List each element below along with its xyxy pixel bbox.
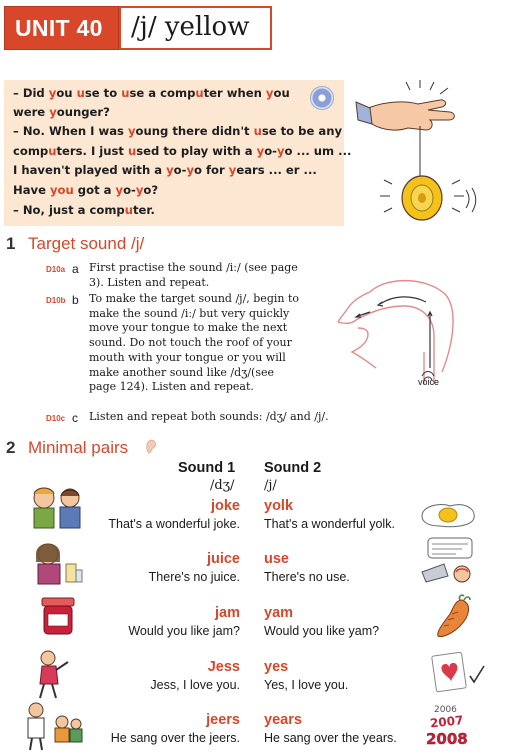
dialogue-line: [13, 144, 351, 158]
section-1-number: 1: [6, 234, 16, 253]
dialogue-line: [13, 163, 317, 177]
yoyo-toy: [402, 176, 442, 220]
unit-title-box: [119, 6, 272, 50]
hand: [356, 100, 454, 130]
sound-2-sentence: Would you like yam?: [264, 624, 380, 638]
sound-2-sentence: There's no use.: [264, 570, 350, 584]
dialogue-text: o-: [123, 183, 136, 197]
section-2-number: 2: [6, 438, 16, 457]
highlight-sound: y: [115, 183, 124, 197]
section-2-title: Minimal pairs: [28, 438, 129, 457]
dialogue-text: se to: [84, 86, 122, 100]
sound-1-sentence: He sang over the jeers.: [110, 731, 240, 745]
dialogue-text: ter when: [203, 86, 266, 100]
dialogue-text: sed to play with a: [136, 144, 257, 158]
highlight-sound: y: [265, 86, 274, 100]
sound-2-sentence: That's a wonderful yolk.: [264, 517, 395, 531]
jeers-singer-illustration: [22, 700, 84, 752]
highlight-sound: y: [135, 183, 144, 197]
dialogue-line: [13, 124, 342, 138]
step-a-letter: a: [72, 262, 79, 276]
dialogue-line: [13, 183, 158, 197]
ear-icon: [144, 438, 158, 454]
years-calendar-illustration: [424, 700, 476, 748]
dialogue-text: ou: [56, 86, 77, 100]
unit-badge: [4, 6, 119, 50]
sound-2-word: yolk: [264, 498, 294, 514]
step-a-text: First practise the sound /iː/ (see page 3). Listen and repeat.: [89, 261, 298, 289]
dialogue-text: comp: [13, 144, 49, 158]
year-2007: 2007: [429, 713, 465, 731]
section-1-title: Target sound /j/: [28, 234, 145, 253]
dialogue-text: – No, just a comp: [13, 203, 125, 217]
highlight-sound: u: [48, 144, 57, 158]
highlight-sound: u: [121, 86, 130, 100]
sound-1-symbol: /dʒ/: [210, 478, 235, 493]
dialogue-text: oung there didn't: [135, 124, 254, 138]
sound-1-sentence: There's no juice.: [148, 570, 240, 584]
sound-2-word: yes: [264, 659, 289, 675]
unit-title: /j/ yellow: [131, 12, 250, 42]
sound-2-sentence: He sang over the years.: [264, 731, 397, 745]
highlight-sound: y: [186, 163, 195, 177]
dialogue-text: o for: [194, 163, 229, 177]
sound-1-word: juice: [206, 551, 240, 567]
sound-2-header: Sound 2: [264, 460, 322, 476]
dialogue-text: were: [13, 105, 50, 119]
highlight-sound: y: [48, 86, 57, 100]
mouth-diagram: [330, 272, 480, 392]
dialogue-line: [13, 203, 155, 217]
sound-1-word: Jess: [207, 659, 240, 675]
yes-card-illustration: [430, 650, 486, 694]
motion-lines: [406, 80, 448, 94]
audio-cd-icon[interactable]: [310, 86, 334, 110]
dialogue-text: – Did: [13, 86, 49, 100]
sound-2-word: use: [264, 551, 289, 567]
dialogue-text: ter.: [133, 203, 155, 217]
dialogue-text: se to be any: [261, 124, 343, 138]
highlight-sound: y: [276, 144, 285, 158]
cd-track-a[interactable]: D10a: [46, 265, 66, 274]
step-b-letter: b: [72, 293, 79, 307]
highlight-sound: y: [228, 163, 237, 177]
highlight-sound: y: [127, 124, 136, 138]
step-b-text: To make the target sound /j/, begin to make the sound /iː/ but very quickly move your tongue to make the next sound. Do not touch the roof of your mouth with your tongue or you will make another sound like /dʒ/(see page 124). Listen and repeat.: [89, 292, 300, 394]
sound-1-header: Sound 1: [178, 460, 236, 476]
sound-1-sentence: Jess, I love you.: [150, 678, 240, 692]
cd-track-c[interactable]: D10c: [46, 414, 66, 423]
dialogue-text: se a comp: [129, 86, 196, 100]
highlight-sound: y: [49, 105, 57, 119]
dialogue-text: o?: [143, 183, 159, 197]
egg-yolk-illustration: [418, 500, 478, 530]
highlight-sound: u: [76, 86, 85, 100]
highlight-sound: u: [195, 86, 204, 100]
sound-1-word: jam: [215, 605, 240, 621]
sound-1-word: joke: [210, 498, 240, 514]
dialogue-text: ters. I just: [56, 144, 129, 158]
highlight-sound: u: [128, 144, 137, 158]
dialogue-text: ounger?: [56, 105, 110, 119]
jam-jar-illustration: [36, 594, 80, 638]
jess-couple-illustration: [26, 648, 76, 700]
highlight-sound: y: [166, 163, 174, 177]
dialogue-text: o-: [173, 163, 187, 177]
dialogue-line: [13, 105, 110, 119]
dialogue-text: I haven't played with a: [13, 163, 167, 177]
sound-2-symbol: /j/: [264, 478, 277, 493]
joke-people-illustration: [28, 484, 86, 530]
dialogue-text: got a: [73, 183, 116, 197]
dialogue-text: ou: [273, 86, 290, 100]
step-c-letter: c: [72, 411, 78, 425]
sound-2-sentence: Yes, I love you.: [264, 678, 349, 692]
use-sign-illustration: [418, 536, 484, 586]
dialogue-text: ears ... er ...: [236, 163, 317, 177]
step-c-text: Listen and repeat both sounds: /dʒ/ and /j/.: [89, 410, 329, 423]
highlight-sound: you: [49, 183, 74, 197]
highlight-sound: y: [256, 144, 265, 158]
yam-vegetable-illustration: [432, 594, 474, 642]
unit-label: UNIT 40: [15, 15, 103, 41]
dialogue-box: [4, 80, 352, 226]
voice-label: voice: [418, 377, 440, 387]
highlight-sound: u: [124, 203, 133, 217]
yoyo-hand-illustration: [348, 80, 498, 230]
juice-woman-illustration: [30, 540, 84, 586]
year-2006: 2006: [434, 705, 457, 715]
dialogue-text: o-: [264, 144, 277, 158]
cd-track-b[interactable]: D10b: [46, 296, 66, 305]
sound-1-sentence: That's a wonderful joke.: [108, 517, 240, 531]
dialogue-text: Have: [13, 183, 50, 197]
sound-1-word: jeers: [206, 712, 240, 728]
year-2008: 2008: [426, 730, 468, 748]
dialogue-text: o ... um ...: [284, 144, 352, 158]
sound-1-sentence: Would you like jam?: [128, 624, 240, 638]
dialogue-line: [13, 86, 290, 100]
sound-2-word: years: [264, 712, 302, 728]
dialogue-text: – No. When I was: [13, 124, 128, 138]
highlight-sound: u: [253, 124, 262, 138]
sound-2-word: yam: [264, 605, 294, 621]
